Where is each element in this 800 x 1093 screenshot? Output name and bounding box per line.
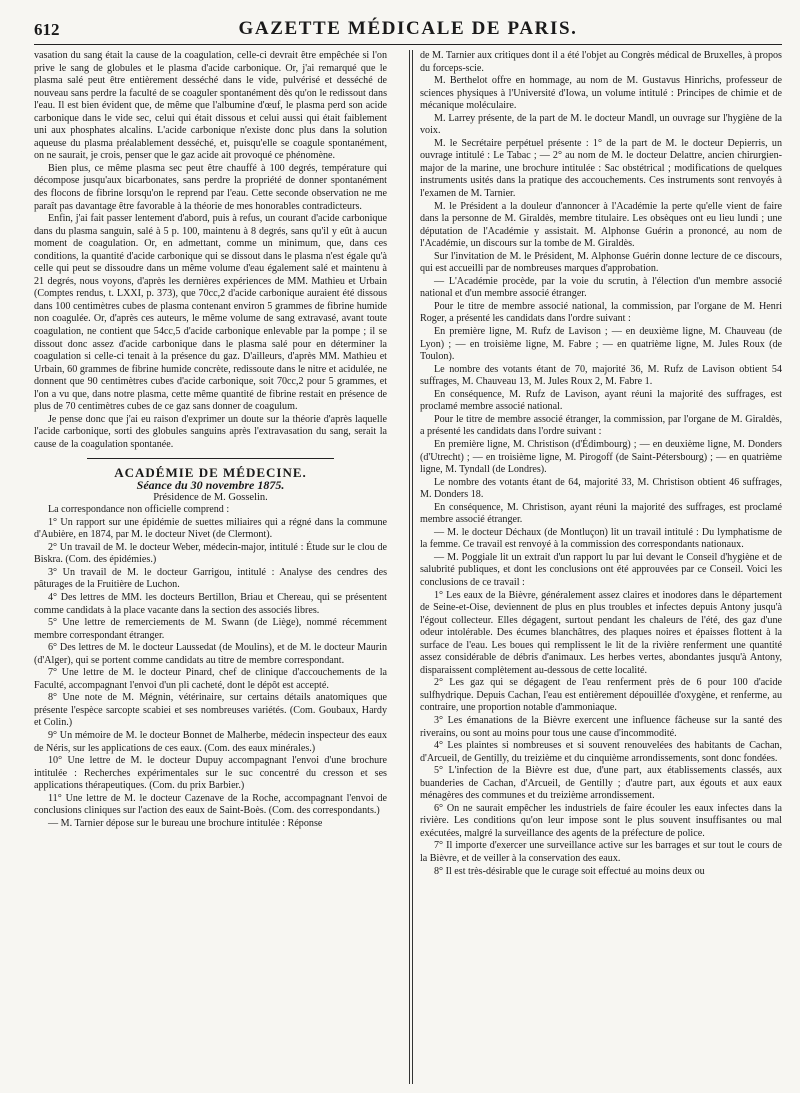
paragraph: — M. le docteur Déchaux (de Montluçon) lit un travail intitulé : Du lymphatisme de la femme. Ce travail est renvoyé à la commission des correspondants nationaux.	[420, 526, 782, 551]
paragraph: M. le Président a la douleur d'annoncer à l'Académie la perte qu'elle vient de faire dans la personne de M. Giraldès, membre titulaire. Les obsèques ont eu lieu lundi ; une députation de l'Académie y assistait. M. Alphonse Guérin a prononcé, au nom de l'Académie, un discours sur la tombe de M. Giraldès.	[420, 200, 782, 250]
paragraph: Je pense donc que j'ai eu raison d'exprimer un doute sur la théorie d'après laquelle l'acide carbonique, sorti des globules sanguins après l'extravasation du sang, serait la cause de la coagulation spontanée.	[34, 413, 387, 450]
list-item: 7° Il importe d'exercer une surveillance active sur les barrages et sur tout le cours de la Bièvre, et de veiller à la conservation des eaux.	[420, 840, 782, 864]
list-item: 1° Un rapport sur une épidémie de suettes miliaires qui a régné dans la commune d'Aubière, en 1874, par M. le docteur Nivet (de Clermont).	[34, 516, 387, 541]
session-president: Présidence de M. Gosselin.	[153, 491, 268, 503]
paragraph: de M. Tarnier aux critiques dont il a été l'objet au Congrès médical de Bruxelles, à propos du forceps-scie.	[420, 50, 782, 74]
list-item: 11° Une lettre de M. le docteur Cazenave de la Roche, accompagnant l'envoi de conclusions cliniques sur l'action des eaux de Saint-Boès. (Com. des correspondants.)	[34, 792, 387, 817]
paragraph: En conséquence, M. Christison, ayant réuni la majorité des suffrages, est proclamé membre associé étranger.	[420, 501, 782, 526]
list-item: 3° Les émanations de la Bièvre exercent une influence fâcheuse sur la santé des riverains, ou sont au moins pour tous une cause d'incommodité.	[420, 714, 782, 739]
list-item: 4° Des lettres de MM. les docteurs Bertillon, Briau et Chereau, qui se présentent comme candidats à la place vacante dans la section des associés libres.	[34, 591, 387, 616]
list-item: 2° Un travail de M. le docteur Weber, médecin-major, intitulé : Étude sur le clou de Biskra. (Com. des épidémies.)	[34, 541, 387, 566]
paragraph: En conséquence, M. Rufz de Lavison, ayant réuni la majorité des suffrages, est proclamé membre associé national.	[420, 388, 782, 413]
paragraph: — L'Académie procède, par la voie du scrutin, à l'élection d'un membre associé national et d'un membre associé étranger.	[420, 275, 782, 300]
paragraph: Enfin, j'ai fait passer lentement d'abord, puis à refus, un courant d'acide carbonique dans du plasma sanguin, salé à 5 p. 100, maintenu à 8 degrés, sans qu'il y eût à aucun moment de coagulation. Or, en admettant, comme un minimum, que, dans ces conditions, la quantité d'acide carbonique qui se dissout dans le plasma n'est égale qu'à celle qui peut se dissoudre dans un même volume d'eau également salé et maintenu à 21 degrés, nous voyons, d'après les dernières expériences de MM. Mathieu et Urbain (Comptes rendus, t. LXXI, p. 373), que 70cc,2 d'acide carbonique auraient été dissous dans 100 centimètres cubes de plasma contenant environ 5 grammes de fibrine humide non coagulée. Or, d'après ces auteurs, le même volume de sang extravasé, avant toute coagulation, ne contient que 54cc,5 d'acide carbonique enlevable par la pompe ; il se dissout donc assez d'acide carbonique dans le plasma salé pour en déterminer la coagulation si celle-ci tenait à la présence du gaz. D'ailleurs, d'après MM. Mathieu et Urbain, 60 grammes de fibrine humide concrète, redissoute dans le nitre et acidulée, ne donnent que 90 centimètres cubes d'acide carbonique, soit 70cc,2 pour 5 grammes, et l'on a vu que, dans notre plasma, cette même quantité de fibrine restait en présence de plus de 70 centimètres cubes de ce gaz sans donner de coagulum.	[34, 213, 387, 413]
paragraph: M. Larrey présente, de la part de M. le docteur Mandl, un ouvrage sur l'hygiène de la voix.	[420, 112, 782, 137]
list-item: 7° Une lettre de M. le docteur Pinard, chef de clinique d'accouchements de la Faculté, accompagnant l'envoi d'un pli cacheté, dont le dépôt est accepté.	[34, 667, 387, 691]
section-title: ACADÉMIE DE MÉDECINE.	[114, 464, 307, 480]
paragraph: vasation du sang était la cause de la coagulation, celle-ci devrait être empêchée si l'on prive le sang de globules et le plasma d'acide carbonique. Or, j'ai remarqué que le plasma salé peut être entièrement desséché dans le vide, pulvérisé et desséché de nouveau sans perdre la faculté de se coaguler spontanément dès qu'on le redissout dans l'eau. Il est bien évident que, de même que l'albumine d'œuf, le plasma perd son acide carbonique dans le vide sec, celui qui était dissous et celui aussi qui était faiblement uni aux phosphates alcalins. L'acide carbonique n'existe donc plus dans la solution aqueuse du plasma préalablement desséché, et, puisqu'elle se coagule spontanément, on ne saurait, je crois, penser que le gaz acide ait provoqué ce phénomène.	[34, 50, 387, 162]
section-divider	[87, 458, 334, 459]
column-rule-right	[412, 50, 413, 1084]
paragraph: Pour le titre de membre associé national, la commission, par l'organe de M. Henri Roger, a présenté les candidats dans l'ordre suivant :	[420, 300, 782, 325]
list-item: 1° Les eaux de la Bièvre, généralement assez claires et inodores dans le département de Seine-et-Oise, deviennent de plus en plus troubles et infectes depuis Antony jusqu'à l'égout collecteur. Elles dégagent, surtout pendant les chaleurs de l'été, des gaz d'une odeur intolérable. Des écumes blanchâtres, des plaques noires et épaisses flottent à la surface de l'eau. Les boues qui remplissent le lit de la rivière renferment une quantité assez considérable de débris d'animaux. Les herbes vertes, abondantes jusqu'à Antony, disparaissent complètement au-dessous de cette localité.	[420, 589, 782, 676]
list-item: 8° Il est très-désirable que le curage soit effectué au moins deux ou	[434, 865, 705, 877]
list-item: 6° On ne saurait empêcher les industriels de faire écouler les eaux infectes dans la rivière. Les conditions qu'on leur impose sont le plus souvent insuffisantes ou mal exécutées, malgré la surveillance des agents de la préfecture de police.	[420, 802, 782, 839]
paragraph: Le nombre des votants étant de 70, majorité 36, M. Rufz de Lavison obtient 54 suffrages, M. Chauveau 13, M. Jules Roux 2, M. Fabre 1.	[420, 363, 782, 388]
column-rule-left	[409, 50, 410, 1084]
paragraph: Pour le titre de membre associé étranger, la commission, par l'organe de M. Giraldès, a présenté les candidats dans l'ordre suivant :	[420, 413, 782, 438]
list-item: 2° Les gaz qui se dégagent de l'eau renferment près de 6 pour 100 d'acide sulfhydrique. Depuis Cachan, l'eau est entièrement dépouillée d'oxygène, et renferme, au contraire, une proportion notable d'ammoniaque.	[420, 677, 782, 714]
list-item: 3° Un travail de M. le docteur Garrigou, intitulé : Analyse des cendres des pâturages de la Fruitière de Luchon.	[34, 566, 387, 591]
paragraph: — M. Poggiale lit un extrait d'un rapport lu par lui devant le Conseil d'hygiène et de salubrité publiques, et dont les conclusions ont été approuvées par ce Conseil. Voici les conclusions de ce travail :	[420, 551, 782, 588]
paragraph: En première ligne, M. Christison (d'Édimbourg) ; — en deuxième ligne, M. Donders (d'Utrecht) ; — en troisième ligne, M. Pirogoff (de Saint-Pétersbourg) ; — en quatrième ligne, M. Tyndall (de Londres).	[420, 438, 782, 476]
page-number: 612	[34, 20, 60, 39]
paragraph: M. le Secrétaire perpétuel présente : 1° de la part de M. le docteur Depierris, un ouvrage intitulé : Le Tabac ; — 2° au nom de M. le docteur Delattre, ancien chirurgien-major de la marine, une brochure intitulée : Sac obstétrical ; modifications de quelques instruments usités dans la pratique des accouchements. Ces instruments sont renvoyés à l'examen de M. Tarnier.	[420, 137, 782, 200]
paragraph: Bien plus, ce même plasma sec peut être chauffé à 100 degrés, température qui décompose jusqu'aux bicarbonates, sans perdre la propriété de donner spontanément des flocons de fibrine lorsqu'on le reprend par l'eau. Cette seconde observation ne me paraît pas davantage être favorable à la théorie de mes honorables contradicteurs.	[34, 162, 387, 212]
journal-title: GAZETTE MÉDICALE DE PARIS.	[238, 18, 578, 39]
paragraph: — M. Tarnier dépose sur le bureau une brochure intitulée : Réponse	[48, 817, 323, 829]
list-item: 5° Une lettre de remerciements de M. Swann (de Liège), nommé récemment membre correspondant étranger.	[34, 617, 387, 641]
paragraph: M. Berthelot offre en hommage, au nom de M. Gustavus Hinrichs, professeur de sciences physiques à l'Université d'Iowa, un volume intitulé : Principes de chimie et de mécanique moléculaire.	[420, 75, 782, 112]
list-item: 5° L'infection de la Bièvre est due, d'une part, aux établissements classés, aux buanderies de Cachan, d'Arcueil, de Gentilly ; d'autre part, aux égouts et aux eaux ménagères des communes et du treizième arrondissement.	[420, 765, 782, 802]
list-item: 9° Un mémoire de M. le docteur Bonnet de Malherbe, médecin inspecteur des eaux de Néris, sur les applications de ces eaux. (Com. des eaux minérales.)	[34, 729, 387, 754]
list-item: 8° Une note de M. Mégnin, vétérinaire, sur certains détails anatomiques que présente l'espèce sarcopte scabiei et ses nombreuses variétés. (Com. Goubaux, Hardy et Colin.)	[34, 692, 387, 729]
list-item: 4° Les plaintes si nombreuses et si souvent renouvelées des habitants de Cachan, d'Arcueil, de Gentilly, du treizième et du cinquième arrondissements, sont donc fondées.	[420, 740, 782, 764]
paragraph: En première ligne, M. Rufz de Lavison ; — en deuxième ligne, M. Chauveau (de Lyon) ; — en troisième ligne, M. Fabre ; — en quatrième ligne, M. Jules Roux (de Toulon).	[420, 326, 782, 363]
session-date: Séance du 30 novembre 1875.	[136, 478, 285, 493]
paragraph: La correspondance non officielle comprend :	[48, 504, 230, 516]
list-item: 10° Une lettre de M. le docteur Dupuy accompagnant l'envoi d'une brochure intitulée : Recherches expérimentales sur le suc concentré du cresson et ses applications thérapeutiques. (Com. du prix Barbier.)	[34, 755, 387, 792]
paragraph: Le nombre des votants étant de 64, majorité 33, M. Christison obtient 46 suffrages, M. Donders 18.	[420, 476, 782, 501]
paragraph: Sur l'invitation de M. le Président, M. Alphonse Guérin donne lecture de ce discours, qui est accueilli par de nombreuses marques d'approbation.	[420, 250, 782, 275]
page-header	[34, 16, 782, 45]
left-column	[34, 50, 387, 830]
list-item: 6° Des lettres de M. le docteur Laussedat (de Moulins), et de M. le docteur Maurin (d'Alger), qui se portent comme candidats au titre de membre correspondant.	[34, 642, 387, 666]
right-column	[420, 50, 782, 878]
